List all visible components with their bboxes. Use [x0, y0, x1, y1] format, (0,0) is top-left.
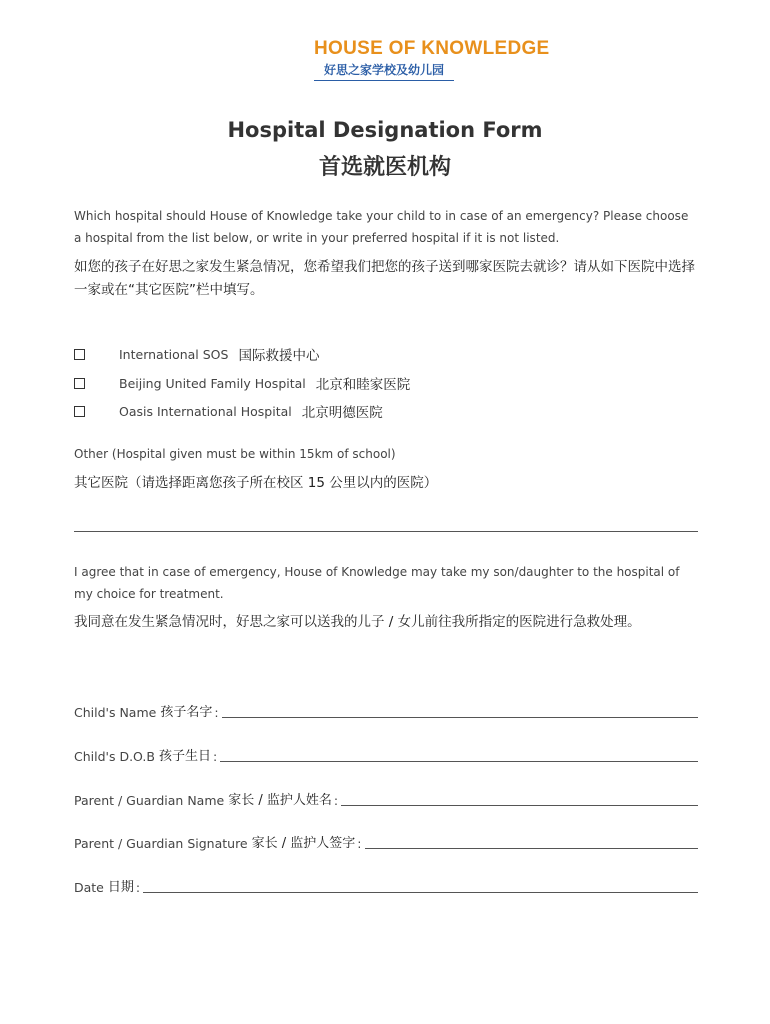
child-dob-field: [74, 744, 698, 764]
other-hospital-label-chinese: 其它医院（请选择距离您孩子所在校区 15 公里以内的医院）: [74, 475, 438, 491]
field-colon: :: [214, 705, 219, 720]
school-logo: [314, 38, 550, 81]
field-label-english: Parent / Guardian Signature: [74, 836, 248, 851]
agreement-chinese: 我同意在发生紧急情况时，好思之家可以送我的儿子 / 女儿前往我所指定的医院进行急救处理。: [74, 614, 641, 630]
option-label-english: Oasis International Hospital: [119, 403, 292, 419]
guardian-name-field: [74, 788, 698, 808]
form-title-chinese: 首选就医机构: [318, 155, 451, 180]
field-label-english: Parent / Guardian Name: [74, 793, 225, 808]
option-checkbox[interactable]: [74, 349, 85, 360]
option-label-chinese: 北京明德医院: [301, 405, 383, 421]
field-colon: :: [333, 793, 339, 808]
intro-english: Which hospital should House of Knowledge take your child to in case of an emergency? Please choose a hospital from the list below, or write in your preferred hospital if it is not listed.: [74, 209, 689, 245]
form-title-english: Hospital Designation Form: [227, 118, 543, 142]
option-label-english: Beijing United Family Hospital: [119, 375, 306, 391]
field-label-chinese: 家长 / 监护人姓名: [228, 793, 332, 808]
child-name-field: [74, 700, 698, 720]
field-label-chinese: 孩子名字: [160, 705, 213, 720]
date-input-line[interactable]: [143, 891, 698, 893]
date-field: [74, 875, 698, 895]
option-label-chinese: 国际救援中心: [238, 348, 320, 364]
other-hospital-input-line[interactable]: [74, 531, 698, 532]
logo-chinese: 好思之家学校及幼儿园: [323, 63, 444, 77]
option-checkbox[interactable]: [74, 406, 85, 417]
guardian-signature-field: [74, 831, 698, 851]
guardian-signature-input-line[interactable]: [365, 847, 698, 849]
field-colon: :: [357, 836, 362, 851]
hospital-option: [74, 402, 383, 420]
field-label-chinese: 孩子生日: [158, 749, 211, 764]
agreement-english: I agree that in case of emergency, House of Knowledge may take my son/daughter to the hospital of my choice for treatment.: [74, 565, 680, 601]
other-hospital-label-english: Other (Hospital given must be within 15km of school): [74, 447, 396, 461]
field-colon: :: [212, 749, 218, 764]
field-label-chinese: 家长 / 监护人签字: [251, 836, 356, 851]
intro-chinese: 如您的孩子在好思之家发生紧急情况，您希望我们把您的孩子送到哪家医院去就诊？请从如下医院中选择一家或在“其它医院”栏中填写。: [74, 259, 695, 298]
field-label-chinese: 日期: [107, 880, 134, 895]
field-colon: :: [135, 880, 141, 895]
child-dob-input-line[interactable]: [220, 760, 698, 762]
hospital-option: [74, 345, 319, 363]
field-label-english: Child's Name: [74, 705, 157, 720]
option-label-chinese: 北京和睦家医院: [315, 377, 411, 393]
field-label-english: Child's D.O.B: [74, 749, 155, 764]
hospital-option: [74, 374, 410, 392]
guardian-name-input-line[interactable]: [341, 804, 698, 806]
logo-english: HOUSE OF KNOWLEDGE: [314, 38, 550, 59]
option-label-english: International SOS: [119, 346, 229, 362]
option-checkbox[interactable]: [74, 378, 85, 389]
child-name-input-line[interactable]: [222, 716, 698, 718]
logo-underline: [314, 80, 454, 81]
field-label-english: Date: [74, 880, 104, 895]
